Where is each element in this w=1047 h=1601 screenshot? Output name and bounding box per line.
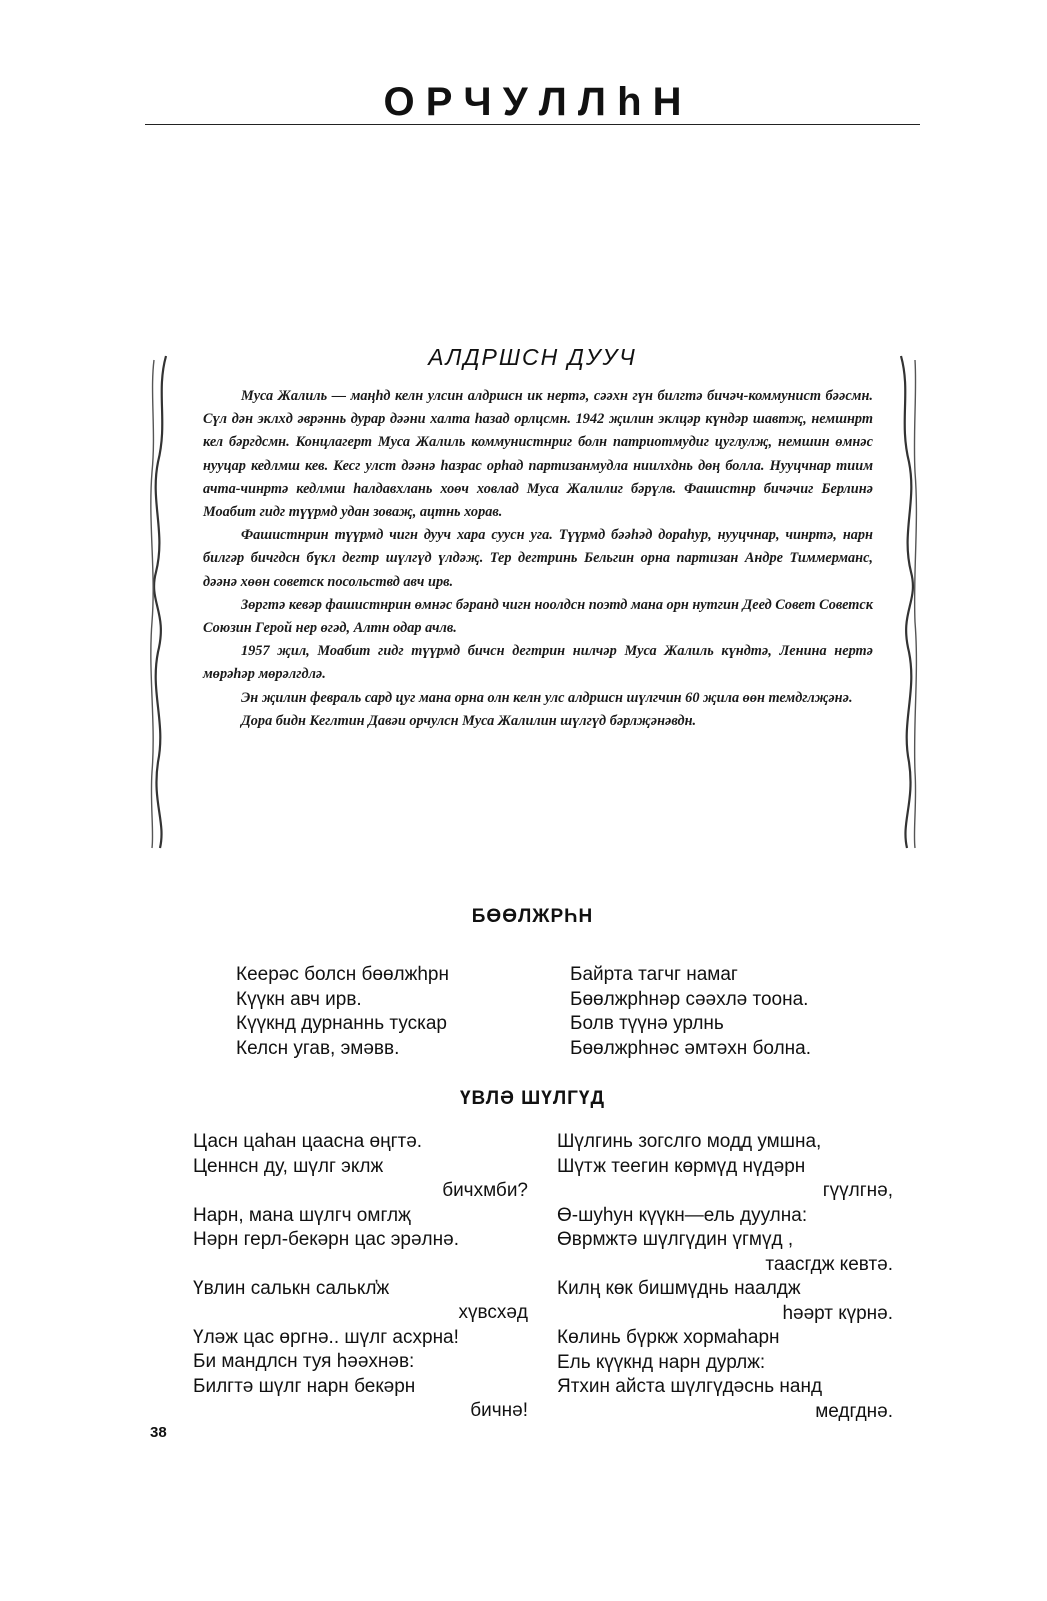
- page-title: О Р Ч У Л Л һ Н: [383, 80, 682, 124]
- poem1-right-stanza: [570, 963, 870, 1061]
- poem-line: бичхмби?: [442, 1180, 528, 1201]
- poem-line: һәәрт күрнә.: [782, 1302, 893, 1324]
- poem-line: Бөөлжрһнәр сәәхлә тоона.: [570, 988, 809, 1010]
- intro-paragraph: Муса Жалиль — маңһд келн улсин алдршсн ик нертә, сәәхн гүн билгтә бичәч-коммунист бәәсмн. Сүл дән эклхд әврәннь дурар дәәни халта һазад орлцсмн. 1942 җилин эклцәр күндәр шавтҗ, немшнрт кел бәргдсмн. Концлагерт Муса Жалиль коммунистнриг болн патриотмудиг цуглулҗ, немшин өмнәс нууцар кедлмш кев. Кесг улст дәәнә һазрас орһад партизанмудла ниилхднь дөң болла. Нууцчнар тиим ачта-чинртә кедлмш һалдавхлань хоөч ховлад Муса Жалилиг бәрүлв. Фашистнр бичәчиг Берлинә Моабит гидг түүрмд удан зоваҗ, ацтнь хорав.: [203, 388, 873, 521]
- poem-line: хүвсхәд: [458, 1302, 528, 1323]
- intro-paragraph: Фашистнрин түүрмд чигн дууч хара суусн уга. Түүрмд бәәһәд дораһур, нууцчнар, чинртә, нарн билгәр бичгдсн бүкл дегтр шүлгүд үлдәҗ. Тер дегтринь Бельгин орна партизан Андре Тиммерманс, дәәнә хөөн советск посольствд авч ирв.: [203, 527, 873, 590]
- intro-heading: АЛДРШСН ДУУЧ: [428, 344, 637, 370]
- poem2-right-column: [557, 1130, 893, 1424]
- poem1-title: БӨӨЛЖРҺН: [471, 906, 594, 927]
- poem-line: Ценнсн ду, шүлг эклж: [193, 1155, 384, 1177]
- poem-line: Килң көк бишмүднь наалдж: [557, 1278, 801, 1299]
- poem-line: Болв түүнә урлнь: [570, 1013, 724, 1034]
- poem-line: Кеерәс болсн бөөлжһрн: [236, 964, 449, 985]
- poem-line: Келсн угав, эмәвв.: [236, 1037, 400, 1059]
- poem-line: Ө-шуһун күүкн—ель дуулна:: [557, 1204, 808, 1226]
- poem-line: Үләж цас өргнә.. шүлг асхрна!: [193, 1326, 459, 1348]
- poem-line: Нарн, мана шүлгч омглҗ: [193, 1204, 411, 1226]
- poem1-left-stanza: [236, 963, 536, 1061]
- poem-line: медгднә.: [815, 1400, 893, 1422]
- poem2-left-column: [193, 1130, 528, 1424]
- poem2-title: ҮВЛӘ ШҮЛГҮД: [459, 1088, 606, 1109]
- poem-line: Би мандлсн туя һәәхнәв:: [193, 1351, 415, 1372]
- intro-paragraph: Эн җилин февраль сард цуг мана орна олн келн улс алдршсн шүлгчин 60 җила өөн темдглҗәнә.: [241, 689, 853, 706]
- poem-line: Күүкнд дурнаннь тускар: [236, 1013, 447, 1034]
- poem-line: Ель күүкнд нарн дурлж:: [557, 1351, 766, 1373]
- poem-line: таасгдж кевтә.: [765, 1253, 893, 1275]
- title-rule: [145, 124, 920, 125]
- poem-line: Цасн цаһан цаасна өңгтә.: [193, 1131, 423, 1152]
- poem-line: гүүлгнә,: [822, 1180, 893, 1201]
- poem-line: Күүкн авч ирв.: [236, 988, 362, 1010]
- right-brace-decoration: [893, 352, 921, 852]
- poem-line: Шүтж теегин көрмүд нүдәрн: [557, 1155, 806, 1177]
- left-brace-decoration: [146, 352, 174, 852]
- stanza-gap: [193, 1253, 528, 1277]
- poem-line: Шүлгинь зогслго модд умшна,: [557, 1131, 822, 1152]
- poem-line: Ятхин айста шүлгүдәснь нанд: [557, 1376, 823, 1397]
- intro-text: [203, 385, 873, 733]
- page-number: 38: [150, 1424, 167, 1441]
- poem-line: Билгтә шүлг нарн бекәрн: [193, 1375, 416, 1397]
- poem-line: Нәрн герл-бекәрн цас эрәлнә.: [193, 1229, 459, 1250]
- intro-paragraph: Зөргтә кевәр фашистнрин өмнәс бәранд чигн ноолдсн поэтд мана орн нутгин Деед Совет Советск Союзин Герой нер өгәд, Алтн одар ачлв.: [203, 596, 873, 637]
- poem-line: Көлинь бүркж хормаһарн: [557, 1327, 780, 1348]
- poem-line: Өврмжтә шүлгүдин үгмүд ,: [557, 1229, 794, 1250]
- poem-line: Бөөлжрһнәс әмтәхн болна.: [570, 1037, 811, 1059]
- intro-paragraph: Дора бидн Кеглтин Давәи орчулсн Муса Жалилин шүлгүд бәрлҗәнәвдн.: [241, 712, 697, 729]
- poem-line: Байрта тагчг намаг: [570, 964, 738, 985]
- intro-paragraph: 1957 җил, Моабит гидг түүрмд бичсн дегтрин нилчәр Муса Жалиль күндтә, Ленина нертә мөрәһәр мөрәлгдлә.: [203, 643, 873, 683]
- poem-line: Үвлин салькн салькл҆ж: [193, 1277, 390, 1299]
- poem-line: бичнә!: [470, 1400, 528, 1421]
